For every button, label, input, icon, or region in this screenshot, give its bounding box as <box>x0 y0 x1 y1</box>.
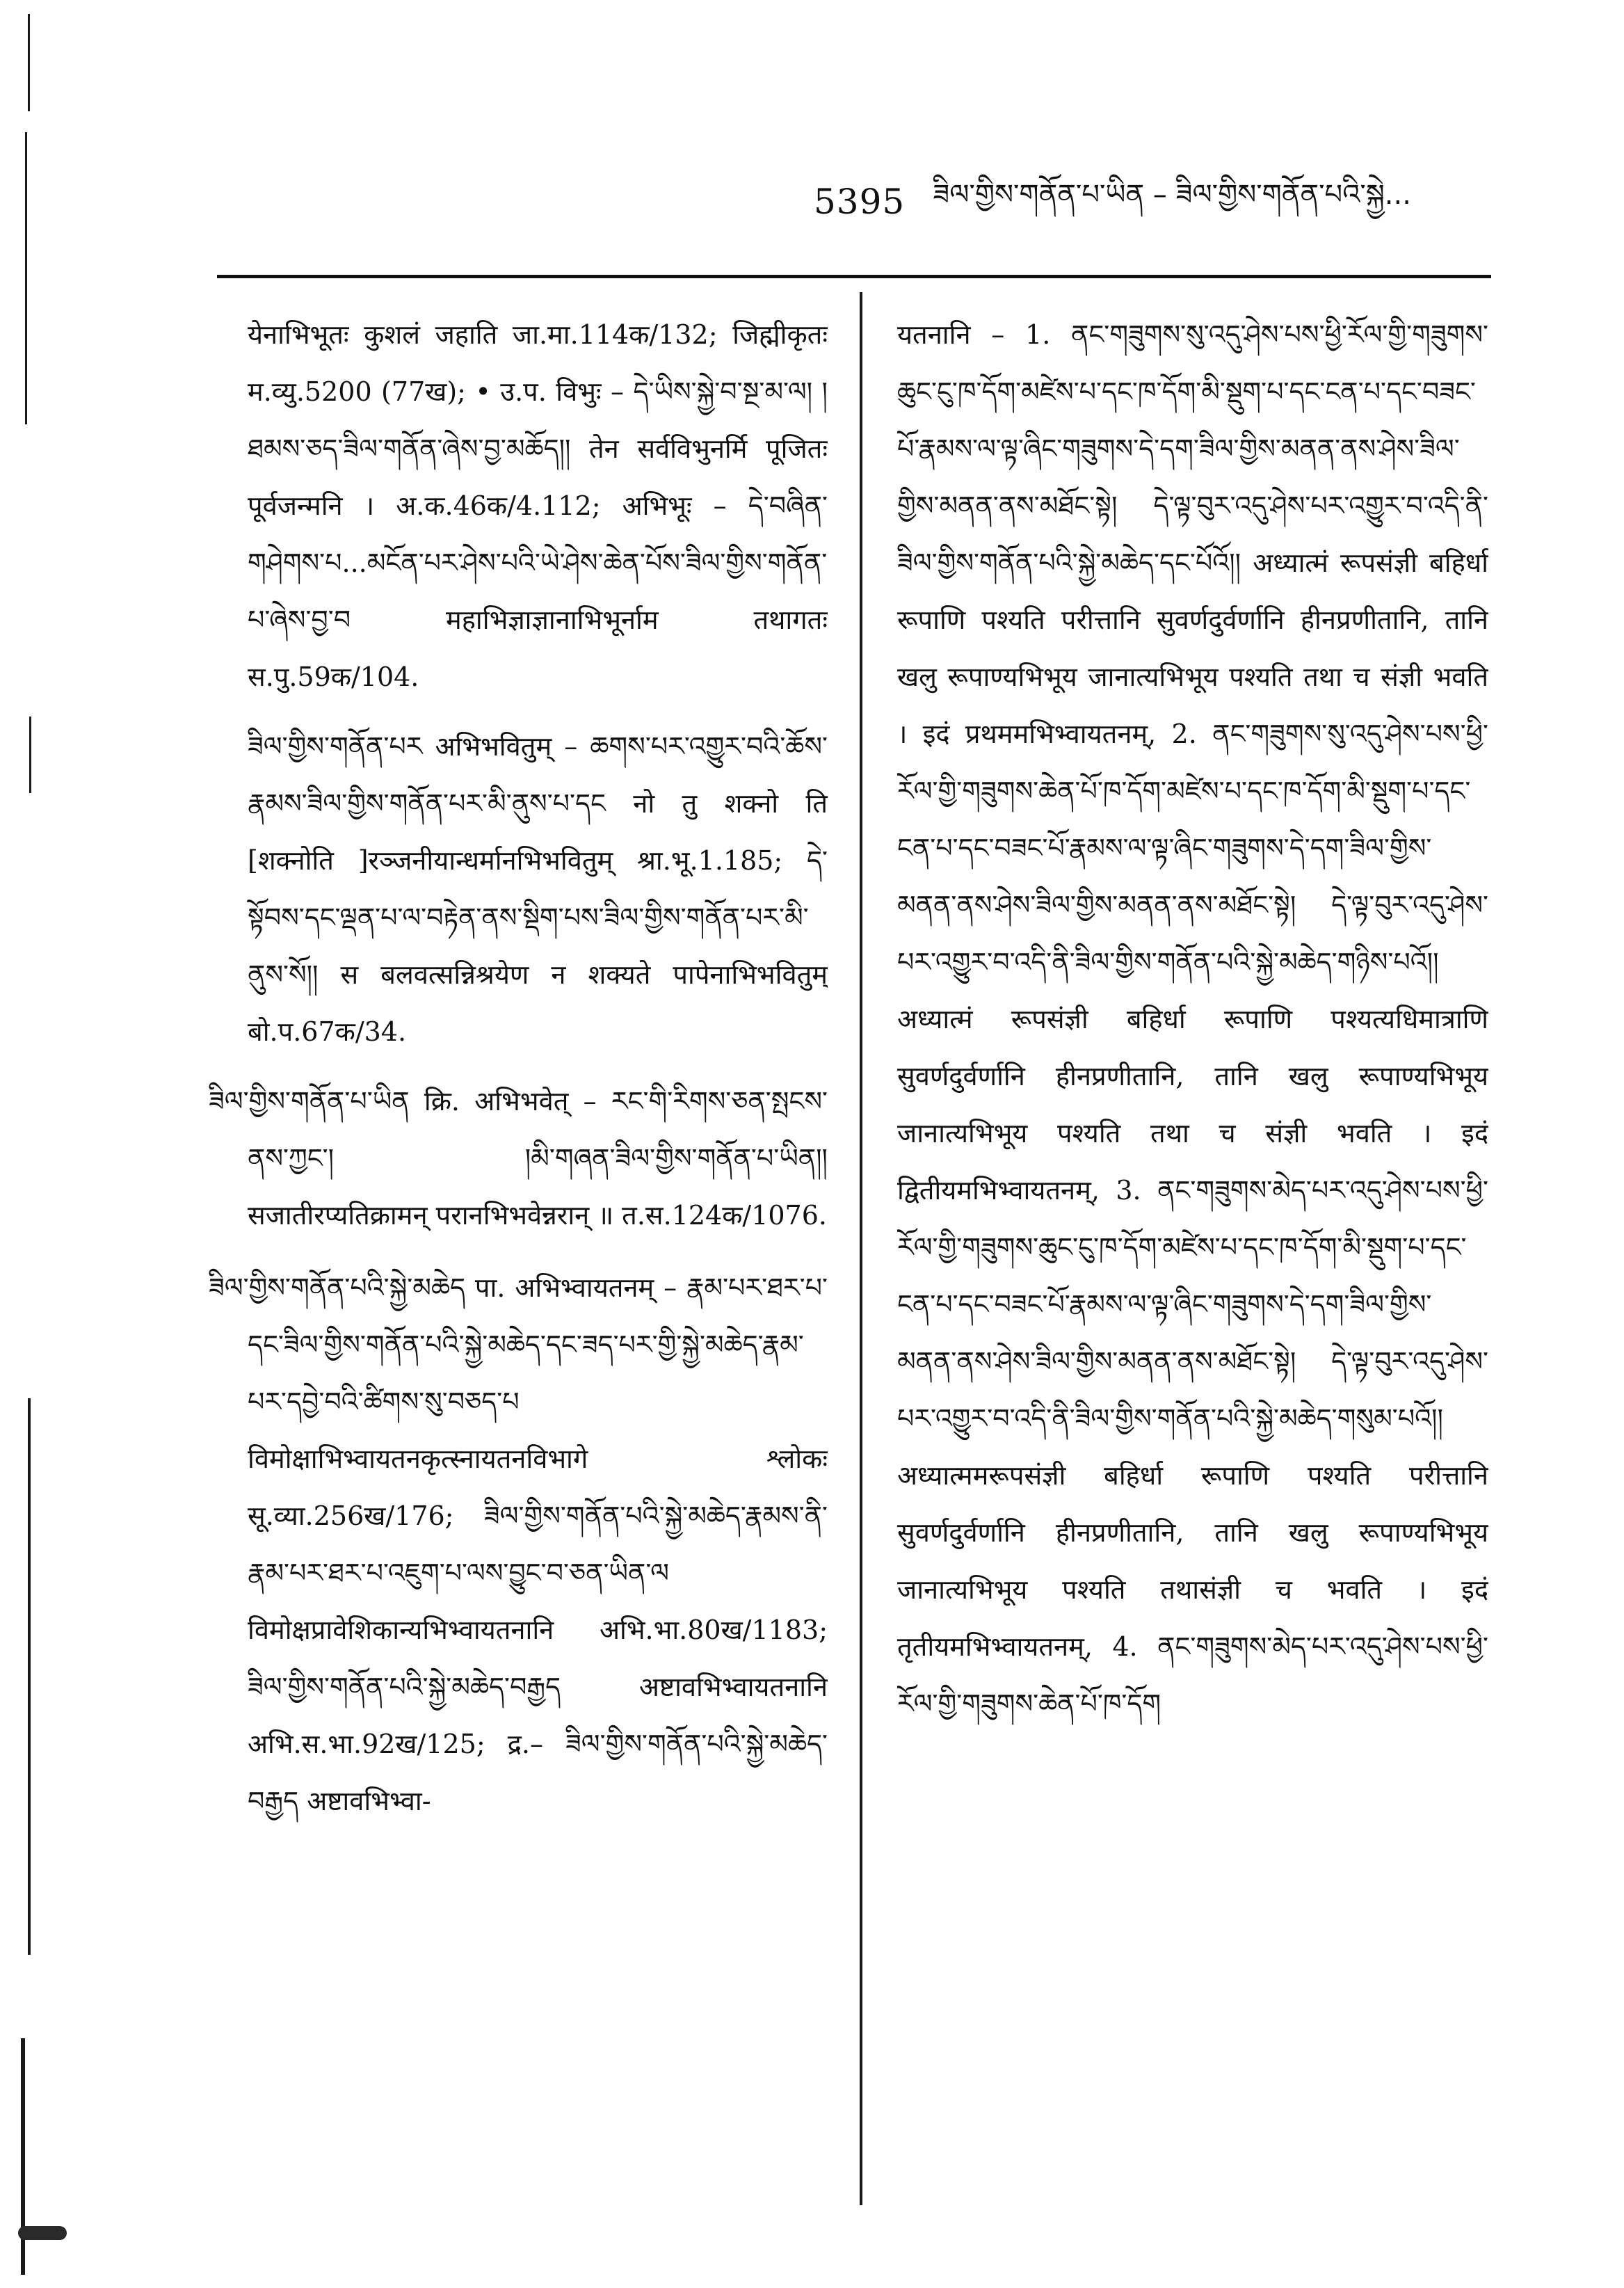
header-rule <box>217 275 1491 278</box>
column-divider <box>860 292 862 2205</box>
running-head: ཟིལ་གྱིས་གནོན་པ་ཡིན – ཟིལ་གྱིས་གནོན་པའི་སྐྱེ... <box>933 178 1411 211</box>
dictionary-entry: ཟིལ་གྱིས་གནོན་པ་ཡིན क्रि. अभिभवेत् – རང་གི་རིགས་ཅན་སྤངས་ནས་ཀྱང་། །མི་གཞན་ཟིལ་གྱིས་གནོན་པ་ཡིན།། सजातीरप्यतिक्रामन् परानभिभवेन्नरान् ॥ त.स.124क/1076. <box>209 1086 828 1231</box>
sub-entry: ཟིལ་གྱིས་གནོན་པར अभिभवितुम् – ཆགས་པར་འགྱུར་བའི་ཆོས་རྣམས་ཟིལ་གྱིས་གནོན་པར་མི་ནུས་པ་དང नो तु शक्नो ति [शक्नोति ]रञ्जनीयान्धर्मानभिभवितुम् श्रा.भू.1.185; དེ་སྟོབས་དང་ལྡན་པ་ལ་བརྟེན་ནས་སྡིག་པས་ཟིལ་གྱིས་གནོན་པར་མི་ནུས་སོ།། स बलवत्सन्निश्रयेण न शक्यते पापेनाभिभवितुम् बो.प.67क/34. <box>248 731 828 1047</box>
scan-edge-mark <box>28 1398 31 1955</box>
dictionary-entry: ཟིལ་གྱིས་གནོན་པའི་སྐྱེ་མཆེད पा. अभिभ्वायतनम् – རྣམ་པར་ཐར་པ་དང་ཟིལ་གྱིས་གནོན་པའི་སྐྱེ་མཆེད་དང་ཟད་པར་གྱི་སྐྱེ་མཆེད་རྣམ་པར་དབྱེ་བའི་ཚིགས་སུ་བཅད་པ विमोक्षाभिभ्वायतनकृत्स्नायतनविभागे श्लोकः सू.व्या.256ख/176; ཟིལ་གྱིས་གནོན་པའི་སྐྱེ་མཆེད་རྣམས་ནི་རྣམ་པར་ཐར་པ་འཇུག་པ་ལས་བྱུང་བ་ཅན་ཡིན་ལ विमोक्षप्रावेशिकान्यभिभ्वायतनानि अभि.भा.80ख/1183; ཟིལ་གྱིས་གནོན་པའི་སྐྱེ་མཆེད་བརྒྱད अष्टावभिभ्वायतनानि अभि.स.भा.92ख/125; द्र.– ཟིལ་གྱིས་གནོན་པའི་སྐྱེ་མཆེད་བརྒྱད अष्टावभिभ्वा- <box>209 1272 828 1816</box>
scan-edge-mark <box>28 14 30 111</box>
scan-edge-blot <box>18 2226 67 2240</box>
scan-edge-mark <box>25 132 27 424</box>
entry-continuation: यतनानि – 1. ནང་གཟུགས་སུ་འདུ་ཤེས་པས་ཕྱི་རོལ་གྱི་གཟུགས་ཆུང་ངུ་ཁ་དོག་མཛེས་པ་དང་ཁ་དོག་མི་སྡུག་པ་དང་ངན་པ་དང་བཟང་པོ་རྣམས་ལ་ལྟ་ཞིང་གཟུགས་དེ་དག་ཟིལ་གྱིས་མནན་ནས་ཤེས་ཟིལ་གྱིས་མནན་ནས་མཐོང་སྟེ། དེ་ལྟ་བུར་འདུ་ཤེས་པར་འགྱུར་བ་འདི་ནི་ཟིལ་གྱིས་གནོན་པའི་སྐྱེ་མཆེད་དང་པོའོ།། अध्यात्मं रूपसंज्ञी बहिर्धा रूपाणि पश्यति परीत्तानि सुवर्णदुर्वर्णानि हीनप्रणीतानि, तानि खलु रूपाण्यभिभूय जानात्यभिभूय पश्यति तथा च संज्ञी भवति । इदं प्रथममभिभ्वायतनम्, 2. ནང་གཟུགས་སུ་འདུ་ཤེས་པས་ཕྱི་རོལ་གྱི་གཟུགས་ཆེན་པོ་ཁ་དོག་མཛེས་པ་དང་ཁ་དོག་མི་སྡུག་པ་དང་ངན་པ་དང་བཟང་པོ་རྣམས་ལ་ལྟ་ཞིང་གཟུགས་དེ་དག་ཟིལ་གྱིས་མནན་ནས་ཤེས་ཟིལ་གྱིས་མནན་ནས་མཐོང་སྟེ། དེ་ལྟ་བུར་འདུ་ཤེས་པར་འགྱུར་བ་འདི་ནི་ཟིལ་གྱིས་གནོན་པའི་སྐྱེ་མཆེད་གཉིས་པའོ།། अध्यात्मं रूपसंज्ञी बहिर्धा रूपाणि पश्यत्यधिमात्राणि सुवर्णदुर्वर्णानि हीनप्रणीतानि, तानि खलु रूपाण्यभिभूय जानात्यभिभूय पश्यति तथा च संज्ञी भवति । इदं द्वितीयमभिभ्वायतनम्, 3. ནང་གཟུགས་མེད་པར་འདུ་ཤེས་པས་ཕྱི་རོལ་གྱི་གཟུགས་ཆུང་ངུ་ཁ་དོག་མཛེས་པ་དང་ཁ་དོག་མི་སྡུག་པ་དང་ངན་པ་དང་བཟང་པོ་རྣམས་ལ་ལྟ་ཞིང་གཟུགས་དེ་དག་ཟིལ་གྱིས་མནན་ནས་ཤེས་ཟིལ་གྱིས་མནན་ནས་མཐོང་སྟེ། དེ་ལྟ་བུར་འདུ་ཤེས་པར་འགྱུར་བ་འདི་ནི་ཟིལ་གྱིས་གནོན་པའི་སྐྱེ་མཆེད་གསུམ་པའོ།། अध्यात्ममरूपसंज्ञी बहिर्धा रूपाणि पश्यति परीत्तानि सुवर्णदुर्वर्णानि हीनप्रणीतानि, तानि खलु रूपाण्यभिभूय जानात्यभिभूय पश्यति तथासंज्ञी च भवति । इदं तृतीयमभिभ्वायतनम्, 4. ནང་གཟུགས་མེད་པར་འདུ་ཤེས་པས་ཕྱི་རོལ་གྱི་གཟུགས་ཆེན་པོ་ཁ་དོག <box>897 319 1488 1719</box>
page-number: 5395 <box>814 182 906 222</box>
entry-continuation: येनाभिभूतः कुशलं जहाति जा.मा.114क/132; जिह्मीकृतः म.व्यु.5200 (77ख); • उ.प. विभुः – དེ་ཡིས་སྐྱེ་བ་སྔ་མ་ལ། །ཐམས་ཅད་ཟིལ་གནོན་ཞེས་བྱ་མཆོད།། तेन सर्वविभुनर्मि पूजितः पूर्वजन्मनि । अ.क.46क/4.112; अभिभूः – དེ་བཞིན་གཤེགས་པ...མངོན་པར་ཤེས་པའི་ཡེ་ཤེས་ཆེན་པོས་ཟིལ་གྱིས་གནོན་པ་ཞེས་བྱ་བ महाभिज्ञाज्ञानाभिभूर्नाम तथागतः स.पु.59क/104. <box>248 319 828 692</box>
page-header <box>814 174 1509 230</box>
scan-edge-mark <box>29 717 31 793</box>
right-column <box>897 306 1488 2254</box>
left-column <box>209 306 828 2254</box>
